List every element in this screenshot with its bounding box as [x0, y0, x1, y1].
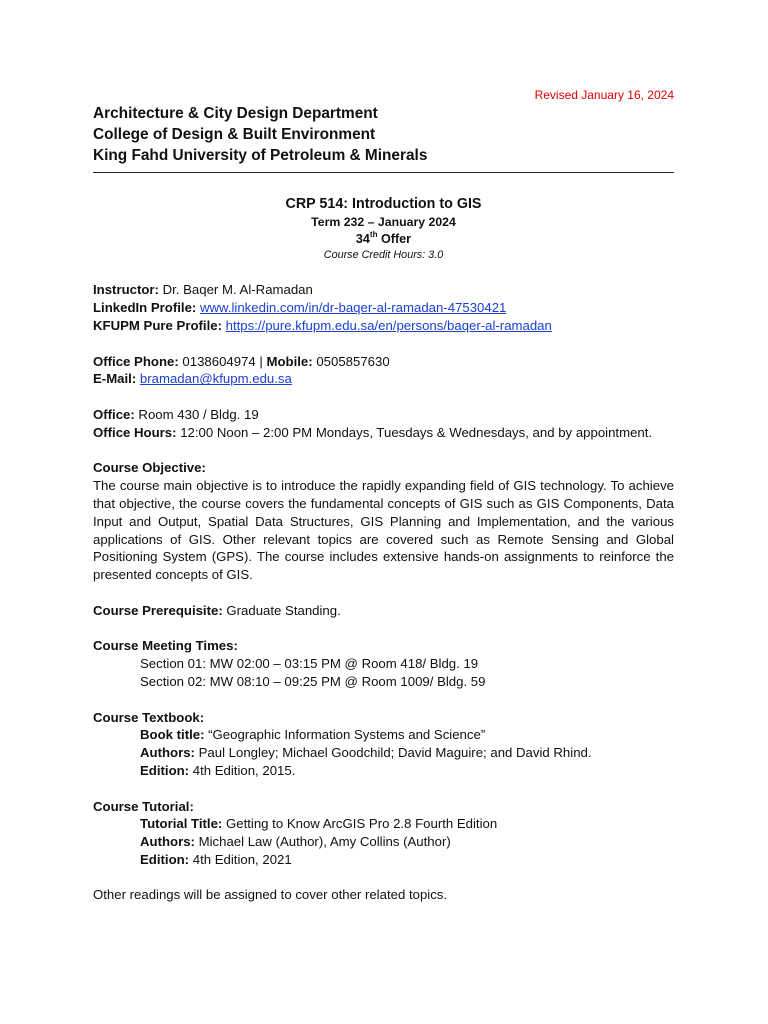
textbook-title-label: Book title: [140, 727, 205, 743]
pure-line [93, 317, 674, 335]
offer-suffix: th [369, 230, 378, 240]
office-line [93, 406, 674, 424]
textbook-authors-line [93, 744, 674, 762]
tutorial-authors: Michael Law (Author), Amy Collins (Author) [194, 834, 451, 850]
tutorial-authors-line [93, 833, 674, 851]
textbook-section [93, 709, 674, 780]
instructor-name: Dr. Baqer M. Al-Ramadan [158, 282, 313, 298]
office-value: Room 430 / Bldg. 19 [134, 406, 259, 422]
tutorial-label: Course Tutorial: [93, 798, 194, 814]
tutorial-edition-label: Edition: [140, 851, 190, 867]
course-title: CRP 514: Introduction to GIS [285, 196, 482, 213]
office-section [93, 406, 674, 442]
linkedin-line [93, 299, 674, 317]
textbook-label: Course Textbook: [93, 709, 205, 725]
header-divider [93, 170, 674, 173]
textbook-edition-line [93, 762, 674, 780]
tutorial-section [93, 798, 674, 869]
prerequisite-section [93, 602, 674, 620]
office-phone-label: Office Phone: [93, 353, 179, 369]
university-name: King Fahd University of Petroleum & Minerals [93, 146, 428, 164]
contact-section [93, 353, 674, 389]
tutorial-edition: 4th Edition, 2021 [189, 851, 292, 867]
tutorial-title-label: Tutorial Title: [140, 816, 223, 832]
office-hours-value: 12:00 Noon – 2:00 PM Mondays, Tuesdays & Wednesdays, and by appointment. [176, 424, 653, 440]
linkedin-link[interactable]: www.linkedin.com/in/dr-baqer-al-ramadan-47530421 [199, 300, 507, 316]
linkedin-label: LinkedIn Profile: [93, 300, 197, 316]
meeting-section [93, 637, 674, 690]
pure-link[interactable]: https://pure.kfupm.edu.sa/en/persons/baqer-al-ramadan [225, 317, 552, 333]
offer-number: 34 [355, 232, 370, 247]
textbook-title: “Geographic Information Systems and Science” [204, 727, 486, 743]
department-name: Architecture & City Design Department [93, 105, 378, 122]
instructor-label: Instructor: [93, 282, 159, 298]
prerequisite-value: Graduate Standing. [222, 602, 341, 618]
textbook-edition: 4th Edition, 2015. [189, 762, 296, 778]
credit-hours: Course Credit Hours: 3.0 [323, 249, 444, 262]
textbook-authors-label: Authors: [140, 745, 195, 761]
objective-label: Course Objective: [93, 460, 206, 476]
tutorial-authors-label: Authors: [140, 834, 195, 850]
textbook-edition-label: Edition: [140, 762, 190, 778]
tutorial-title-line [93, 815, 674, 833]
objective-section [93, 459, 674, 584]
mobile-number: 0505857630 [312, 353, 390, 369]
tutorial-title: Getting to Know ArcGIS Pro 2.8 Fourth Edition [222, 816, 498, 832]
revision-date: Revised January 16, 2024 [534, 88, 674, 102]
tutorial-edition-line [93, 851, 674, 869]
email-line [93, 370, 674, 388]
office-hours-label: Office Hours: [93, 424, 177, 440]
office-hours-line [93, 424, 674, 442]
office-label: Office: [93, 406, 135, 422]
meeting-section-02: Section 02: MW 08:10 – 09:25 PM @ Room 1009/ Bldg. 59 [140, 673, 486, 689]
pure-label: KFUPM Pure Profile: [93, 317, 222, 333]
course-offer [93, 231, 674, 248]
email-label: E-Mail: [93, 371, 137, 387]
instructor-section [93, 281, 674, 334]
office-phone: 0138604974 | [178, 353, 267, 369]
meeting-label: Course Meeting Times: [93, 638, 238, 654]
org-header [93, 104, 674, 166]
textbook-authors: Paul Longley; Michael Goodchild; David Maguire; and David Rhind. [194, 745, 592, 761]
phone-line [93, 353, 674, 371]
instructor-line [93, 281, 674, 299]
mobile-label: Mobile: [266, 353, 313, 369]
offer-word: Offer [377, 232, 412, 247]
syllabus-content [93, 86, 674, 904]
college-name: College of Design & Built Environment [93, 125, 376, 143]
email-link[interactable]: bramadan@kfupm.edu.sa [139, 371, 292, 387]
objective-text: The course main objective is to introduce the rapidly expanding field of GIS technology. To achieve that objective, the course covers the fundamental concepts of GIS such as GIS Components, Data Input and Output, Spatial Data Structures, GIS Planning and Implementation, and the various applications of GIS. Other relevant topics are covered such as Remote Sensing and Global Positioning System (GPS). The course includes extensive hands-on assignments to reinforce the presented concepts of GIS. [93, 478, 674, 583]
course-term: Term 232 – January 2024 [311, 215, 456, 230]
textbook-title-line [93, 726, 674, 744]
prerequisite-label: Course Prerequisite: [93, 602, 223, 618]
other-readings: Other readings will be assigned to cover other related topics. [93, 887, 448, 903]
meeting-section-01: Section 01: MW 02:00 – 03:15 PM @ Room 418/ Bldg. 19 [140, 656, 479, 672]
